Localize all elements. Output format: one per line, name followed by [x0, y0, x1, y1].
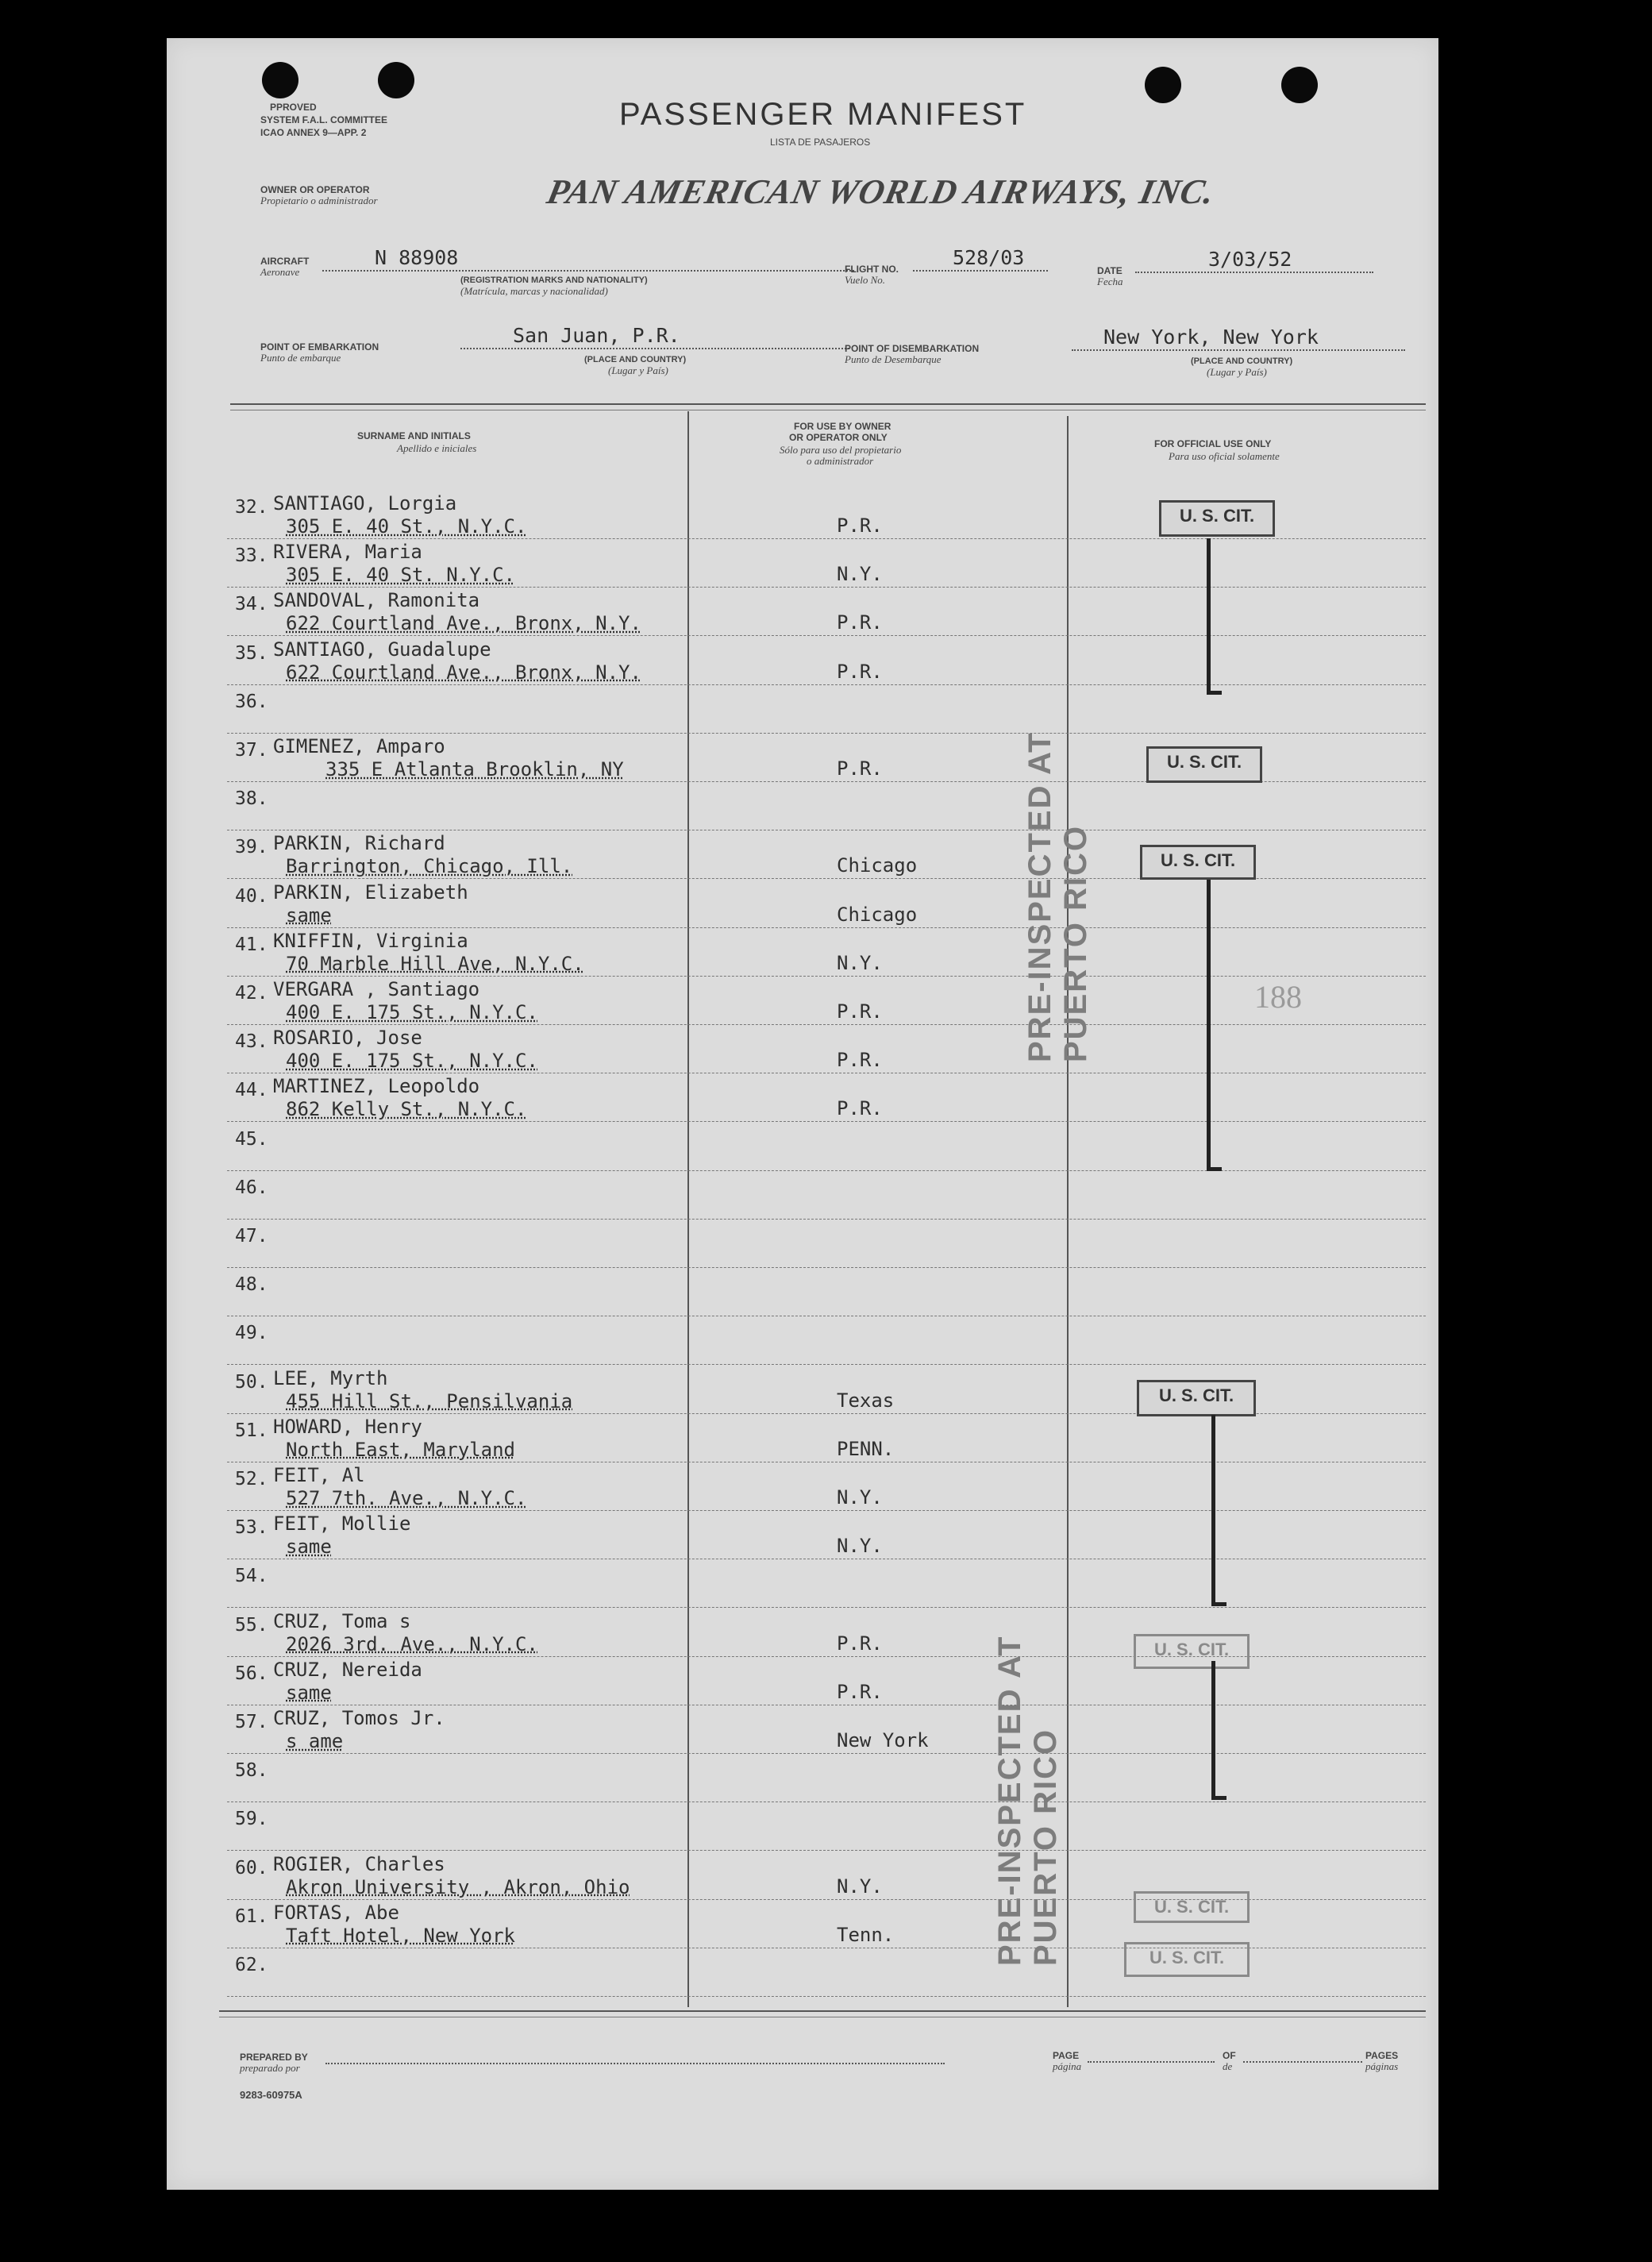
row-number: 37.	[235, 740, 268, 761]
disembark-value: New York, New York	[1103, 326, 1319, 349]
field-line	[1243, 2061, 1362, 2063]
punch-hole	[1281, 67, 1318, 103]
passenger-address: same	[286, 904, 332, 927]
passenger-destination: P.R.	[837, 1097, 883, 1120]
passenger-destination: P.R.	[837, 611, 883, 634]
passenger-address: 305 E. 40 St. N.Y.C.	[286, 564, 515, 587]
row-separator	[227, 1850, 1426, 1851]
col-header-owner-es-2: o administrador	[807, 455, 874, 467]
row-number: 54.	[235, 1566, 268, 1587]
us-citizen-stamp: U. S. CIT.	[1137, 1380, 1256, 1416]
form-title: PASSENGER MANIFEST	[619, 97, 1027, 132]
date-label-es: Fecha	[1097, 276, 1123, 287]
passenger-name: LEE, Myrth	[273, 1366, 388, 1389]
row-number: 58.	[235, 1760, 268, 1782]
passenger-destination: P.R.	[837, 1680, 883, 1703]
group-bracket	[1211, 1415, 1226, 1606]
page-label: PAGE	[1053, 2050, 1080, 2061]
passenger-name: FEIT, Mollie	[273, 1512, 411, 1536]
passenger-address: same	[286, 1681, 332, 1704]
row-number: 33.	[235, 545, 268, 567]
row-separator	[227, 684, 1426, 685]
passenger-address: 622 Courtland Ave., Bronx, N.Y.	[286, 661, 641, 684]
passenger-name: CRUZ, Tomos Jr.	[273, 1707, 445, 1729]
passenger-name: FEIT, Al	[273, 1464, 365, 1486]
row-number: 39.	[235, 837, 268, 858]
passenger-destination: Tenn.	[837, 1923, 895, 1946]
col-header-name: SURNAME AND INITIALS	[357, 430, 471, 441]
passenger-name: MARTINEZ, Leopoldo	[273, 1075, 480, 1098]
owner-label-es: Propietario o administrador	[260, 195, 378, 206]
disembark-place-label-es: (Lugar y País)	[1207, 366, 1267, 378]
field-line	[1072, 349, 1405, 351]
row-separator	[227, 1024, 1426, 1025]
table-top-rule	[230, 403, 1426, 405]
row-separator	[227, 1219, 1426, 1220]
passenger-address: Barrington, Chicago, Ill.	[286, 855, 573, 878]
passenger-name: FORTAS, Abe	[273, 1901, 399, 1924]
passenger-name: PARKIN, Richard	[273, 832, 445, 855]
approved-line-2: SYSTEM F.A.L. COMMITTEE	[260, 114, 388, 125]
field-line	[460, 348, 849, 349]
passenger-destination: New York	[837, 1729, 929, 1751]
passenger-address: 305 E. 40 St., N.Y.C.	[286, 515, 527, 538]
row-number: 56.	[235, 1663, 268, 1684]
passenger-destination: N.Y.	[837, 951, 883, 974]
page-label-es: página	[1053, 2060, 1082, 2072]
passenger-destination: P.R.	[837, 1632, 883, 1655]
passenger-destination: Chicago	[837, 903, 918, 926]
field-line	[1135, 272, 1373, 273]
prepared-label-es: preparado por	[240, 2062, 300, 2074]
punch-hole	[378, 62, 414, 98]
passenger-destination: P.R.	[837, 1049, 883, 1072]
passenger-address: North East, Maryland	[286, 1438, 515, 1461]
punch-hole	[1145, 67, 1181, 103]
passenger-address: same	[286, 1536, 332, 1559]
row-separator	[227, 1170, 1426, 1171]
row-separator	[227, 1753, 1426, 1754]
col-header-owner-es-1: Sólo para uso del propietario	[780, 444, 902, 456]
table-bottom-rule	[219, 2010, 1426, 2012]
pre-inspected-stamp-upper: PRE-INSPECTED AT PUERTO RICO	[1022, 731, 1093, 1062]
aircraft-value: N 88908	[375, 246, 459, 269]
passenger-destination: P.R.	[837, 514, 883, 537]
col-header-name-es: Apellido e iniciales	[397, 442, 477, 454]
embark-place-label-es: (Lugar y País)	[608, 364, 668, 376]
passenger-address: 400 E. 175 St., N.Y.C.	[286, 1001, 538, 1023]
row-separator	[227, 976, 1426, 977]
passenger-address: 862 Kelly St., N.Y.C.	[286, 1098, 527, 1121]
passenger-destination: Texas	[837, 1389, 895, 1412]
passenger-name: KNIFFIN, Virginia	[273, 929, 468, 952]
passenger-name: SANTIAGO, Lorgia	[273, 492, 457, 514]
row-number: 50.	[235, 1371, 268, 1393]
row-number: 44.	[235, 1080, 268, 1101]
passenger-address: 70 Marble Hill Ave, N.Y.C.	[286, 952, 584, 975]
disembark-place-label: (PLACE AND COUNTRY)	[1191, 356, 1293, 366]
row-number: 35.	[235, 642, 268, 664]
owner-label: OWNER OR OPERATOR	[260, 184, 370, 195]
passenger-address: 455 Hill St., Pensilvania	[286, 1389, 573, 1412]
row-separator	[227, 1364, 1426, 1365]
disembark-label: POINT OF DISEMBARKATION	[845, 343, 980, 354]
passenger-name: CRUZ, Nereida	[273, 1658, 422, 1681]
passenger-name: SANDOVAL, Ramonita	[273, 589, 480, 612]
passenger-name: PARKIN, Elizabeth	[273, 881, 468, 904]
row-number: 40.	[235, 885, 268, 907]
aircraft-label-es: Aeronave	[260, 266, 300, 278]
date-label: DATE	[1097, 265, 1123, 276]
passenger-name: GIMENEZ, Amparo	[273, 735, 445, 757]
passenger-destination: PENN.	[837, 1437, 895, 1460]
row-separator	[227, 733, 1426, 734]
passenger-address: 2026 3rd. Ave., N.Y.C.	[286, 1632, 538, 1655]
passenger-address: s ame	[286, 1730, 344, 1752]
group-bracket	[1207, 880, 1222, 1171]
passenger-name: VERGARA , Santiago	[273, 978, 480, 1000]
row-number: 51.	[235, 1420, 268, 1441]
col-header-owner-1: FOR USE BY OWNER	[794, 421, 891, 432]
col-header-owner-2: OR OPERATOR ONLY	[789, 432, 888, 443]
row-separator	[227, 1267, 1426, 1268]
margin-number: 188	[1254, 979, 1302, 1015]
registration-label-es: (Matrícula, marcas y nacionalidad)	[460, 285, 608, 297]
passenger-destination: N.Y.	[837, 1875, 883, 1898]
row-number: 47.	[235, 1226, 268, 1247]
col-header-official: FOR OFFICIAL USE ONLY	[1154, 438, 1272, 449]
passenger-name: RIVERA, Maria	[273, 541, 422, 564]
field-line	[913, 270, 1048, 272]
pages-label-es: páginas	[1365, 2060, 1399, 2072]
date-value: 3/03/52	[1208, 248, 1292, 271]
passenger-destination: P.R.	[837, 757, 883, 780]
row-number: 46.	[235, 1177, 268, 1198]
operator-name: PAN AMERICAN WORLD AIRWAYS, INC.	[543, 172, 1219, 211]
passenger-name: ROGIER, Charles	[273, 1852, 445, 1875]
row-number: 62.	[235, 1955, 268, 1975]
row-number: 59.	[235, 1809, 268, 1830]
row-number: 34.	[235, 594, 268, 615]
disembark-label-es: Punto de Desembarque	[845, 353, 942, 365]
row-separator	[227, 1510, 1426, 1511]
flight-label: FLIGHT NO.	[845, 264, 899, 275]
manifest-sheet	[167, 38, 1438, 2190]
embark-label: POINT OF EMBARKATION	[260, 341, 379, 353]
us-citizen-stamp: U. S. CIT.	[1159, 500, 1275, 537]
passenger-name: ROSARIO, Jose	[273, 1027, 422, 1050]
row-separator	[227, 927, 1426, 928]
row-number: 41.	[235, 934, 268, 955]
us-citizen-stamp: U. S. CIT.	[1134, 1634, 1250, 1669]
row-number: 42.	[235, 983, 268, 1004]
field-line	[325, 2063, 945, 2064]
approved-line-1: PPROVED	[270, 102, 317, 113]
passenger-name: SANTIAGO, Guadalupe	[273, 638, 491, 661]
col-header-official-es: Para uso oficial solamente	[1169, 450, 1280, 462]
of-label-es: de	[1223, 2060, 1233, 2072]
registration-label: (REGISTRATION MARKS AND NATIONALITY)	[460, 276, 648, 285]
aircraft-label: AIRCRAFT	[260, 256, 310, 267]
passenger-destination: Chicago	[837, 854, 918, 877]
us-citizen-stamp: U. S. CIT.	[1134, 1891, 1250, 1923]
passenger-address: 622 Courtland Ave., Bronx, N.Y.	[286, 612, 641, 635]
flight-label-es: Vuelo No.	[845, 274, 886, 286]
embark-place-label: (PLACE AND COUNTRY)	[584, 355, 687, 364]
row-separator	[227, 1996, 1426, 1997]
row-number: 61.	[235, 1906, 268, 1927]
passenger-destination: N.Y.	[837, 1486, 883, 1509]
of-label: OF	[1223, 2050, 1236, 2061]
row-number: 43.	[235, 1031, 268, 1053]
row-number: 38.	[235, 788, 268, 810]
field-line	[1088, 2061, 1215, 2063]
row-number: 45.	[235, 1128, 268, 1150]
row-separator	[227, 1121, 1426, 1122]
passenger-name: CRUZ, Toma s	[273, 1609, 411, 1632]
pre-inspected-stamp-lower: PRE-INSPECTED AT PUERTO RICO	[992, 1635, 1063, 1966]
approved-line-3: ICAO ANNEX 9—APP. 2	[260, 127, 367, 138]
embark-label-es: Punto de embarque	[260, 352, 341, 364]
prepared-label: PREPARED BY	[240, 2052, 308, 2063]
row-separator	[227, 587, 1426, 588]
row-number: 48.	[235, 1274, 268, 1296]
passenger-address: 335 E Atlanta Brooklin, NY	[325, 758, 624, 780]
row-number: 57.	[235, 1712, 268, 1732]
row-number: 52.	[235, 1469, 268, 1489]
passenger-name: HOWARD, Henry	[273, 1415, 422, 1438]
passenger-address: 527 7th. Ave., N.Y.C.	[286, 1487, 527, 1509]
row-number: 53.	[235, 1517, 268, 1539]
passenger-destination: N.Y.	[837, 1535, 883, 1558]
row-separator	[227, 635, 1426, 636]
field-line	[322, 270, 854, 272]
flight-value: 528/03	[953, 246, 1025, 269]
us-citizen-stamp: U. S. CIT.	[1140, 845, 1256, 880]
passenger-destination: P.R.	[837, 1000, 883, 1023]
row-separator	[227, 538, 1426, 539]
row-number: 32.	[235, 497, 268, 518]
us-citizen-stamp: U. S. CIT.	[1146, 746, 1262, 783]
group-bracket	[1211, 1661, 1226, 1800]
row-number: 55.	[235, 1614, 268, 1636]
form-code: 9283-60975A	[240, 2089, 302, 2101]
passenger-address: Taft Hotel, New York	[286, 1924, 515, 1947]
row-number: 49.	[235, 1323, 268, 1344]
group-bracket	[1207, 538, 1222, 695]
punch-hole	[262, 62, 298, 98]
form-title-es: LISTA DE PASAJEROS	[770, 137, 871, 148]
pages-label: PAGES	[1365, 2050, 1399, 2061]
passenger-address: 400 E. 175 St., N.Y.C.	[286, 1050, 538, 1073]
passenger-destination: P.R.	[837, 660, 883, 683]
row-number: 36.	[235, 691, 268, 712]
passenger-destination: N.Y.	[837, 563, 883, 586]
embark-value: San Juan, P.R.	[513, 324, 680, 347]
row-number: 60.	[235, 1857, 268, 1879]
row-separator	[227, 1607, 1426, 1608]
passenger-address: Akron University , Akron, Ohio	[286, 1875, 630, 1898]
us-citizen-stamp: U. S. CIT.	[1124, 1942, 1250, 1977]
column-divider-1	[687, 411, 689, 2007]
